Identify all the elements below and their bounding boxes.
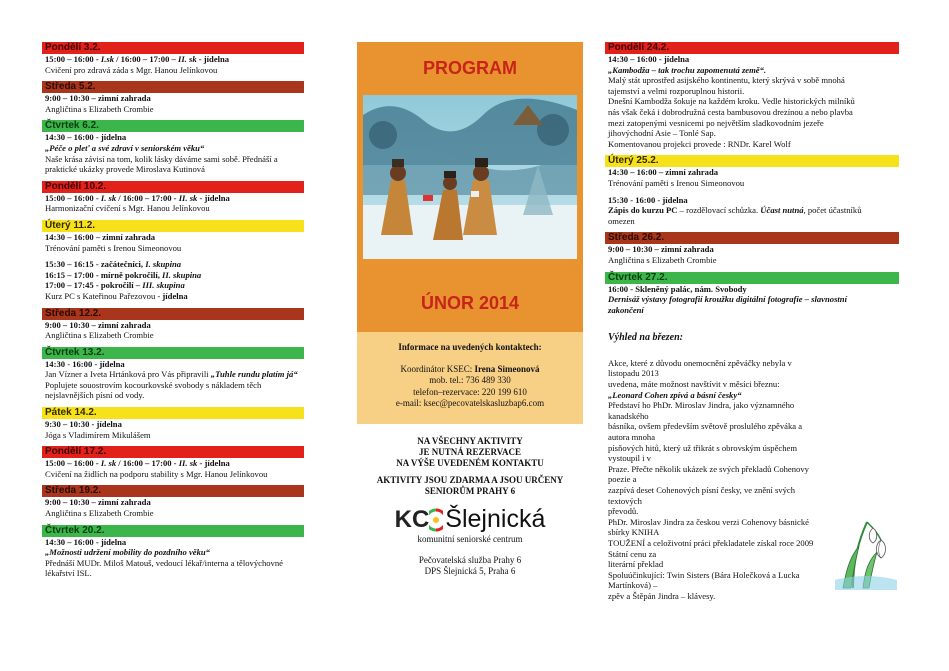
event-left-2 xyxy=(42,120,304,174)
event-day-header: Pondělí 10.2. xyxy=(42,181,304,193)
text-run: Dernisáž výstavy fotografií kroužku digitální fotografie – slavnostní xyxy=(608,294,847,305)
text-run: omezen xyxy=(608,215,635,226)
text-run: Zápis do kurzu PC xyxy=(608,205,678,216)
event-day-header: Středa 26.2. xyxy=(605,232,899,244)
notice-line: AKTIVITY JSOU ZDARMA A JSOU URČENY xyxy=(376,475,564,485)
text-run: - jídelna xyxy=(197,458,230,469)
email-label: e-mail: xyxy=(395,398,424,408)
event-line xyxy=(42,330,304,341)
event-right-2 xyxy=(605,232,899,265)
text-run: - jídelna xyxy=(196,54,230,64)
event-right-3 xyxy=(605,272,899,316)
text-run: 14:30 – 16:00 – zimní zahrada xyxy=(45,231,156,242)
event-day-header: Čtvrtek 13.2. xyxy=(42,347,304,359)
event-left-4 xyxy=(42,220,304,302)
outlook-line xyxy=(605,464,825,485)
event-line xyxy=(605,205,899,216)
event-line xyxy=(42,65,304,76)
text-run: 9:30 – 10:30 - jídelna xyxy=(45,419,122,430)
event-line xyxy=(42,547,304,558)
logo-circle-icon xyxy=(429,508,443,532)
event-line xyxy=(42,193,304,204)
logo-subtitle: komunitní seniorské centrum xyxy=(417,534,523,544)
text-run: básníka, ovšem především světově proslulého zpěváka a autora mnoha xyxy=(608,421,803,443)
text-run: - jídelna xyxy=(197,192,230,203)
event-left-6 xyxy=(42,347,304,401)
event-line xyxy=(42,143,304,154)
text-run: „Možnosti udržení mobility do pozdního věku“ xyxy=(45,547,210,558)
event-line xyxy=(42,380,304,391)
text-run: , počet účastníků xyxy=(803,205,862,216)
event-line xyxy=(605,65,899,76)
text-run: 9:00 – 10:30 – zimní zahrada xyxy=(608,244,714,255)
event-line xyxy=(42,369,304,380)
snowdrop-illustration xyxy=(833,510,899,595)
outlook-line xyxy=(605,358,825,379)
event-day-header: Úterý 11.2. xyxy=(42,220,304,232)
event-day-header: Pondělí 24.2. xyxy=(605,42,899,54)
event-line xyxy=(42,164,304,175)
notice-line: SENIORŮM PRAHY 6 xyxy=(424,486,516,496)
contact-heading: Informace na uvedených kontaktech: xyxy=(398,342,542,352)
notice-line: NA VŠECHNY AKTIVITY xyxy=(417,436,523,446)
event-line xyxy=(42,243,304,254)
event-left-0 xyxy=(42,42,304,75)
event-line xyxy=(605,54,899,65)
text-run: I. sk xyxy=(100,192,117,203)
event-day-header: Čtvrtek 6.2. xyxy=(42,120,304,132)
outlook-line xyxy=(605,517,825,538)
coordinator-name: Irena Simeonová xyxy=(474,363,540,374)
event-left-5 xyxy=(42,308,304,341)
event-line xyxy=(42,558,304,569)
text-run: 16:00 - Skleněný palác, nám. Svobody xyxy=(608,283,747,294)
mobile-phone: mob. tel.: 736 489 330 xyxy=(429,375,511,385)
text-run: TOUŽENÍ a celoživotní práci překladatele získal roce 2009 Státní cenu za xyxy=(608,537,814,559)
outlook-line xyxy=(605,421,825,442)
text-run: jihovýchodní Asie – Tonlé Sap. xyxy=(608,128,716,139)
event-line xyxy=(605,139,899,150)
coordinator-line xyxy=(357,364,583,376)
text-run: zpěv a Štěpán Jindra – klávesy. xyxy=(608,590,716,601)
text-run: Harmonizační cvičení s Mgr. Hanou Jelínkovou xyxy=(45,203,210,214)
outlook-body xyxy=(605,358,825,602)
text-run: 14:30 – 16:00 - jídelna xyxy=(608,54,690,64)
event-line xyxy=(605,216,899,227)
text-run: „Péče o pleť a své zdraví v seniorském věku“ xyxy=(45,142,205,153)
text-run: jídelna xyxy=(162,290,188,301)
text-run: Trénování paměti s Irenou Simeonovou xyxy=(608,177,745,188)
left-schedule-column xyxy=(42,42,304,585)
event-line xyxy=(42,469,304,480)
reservation-phone: telefon–rezervace: 220 199 610 xyxy=(413,386,527,397)
outlook-line xyxy=(605,506,825,517)
event-line xyxy=(42,104,304,115)
footer-line: Pečovatelská služba Prahy 6 xyxy=(418,555,522,565)
logo-kc: KC xyxy=(394,505,430,533)
event-line xyxy=(605,305,899,316)
event-line xyxy=(42,458,304,469)
text-run: 14:30 – 16:00 - jídelna xyxy=(45,536,127,547)
event-line xyxy=(605,255,899,266)
text-run: I. sk xyxy=(100,458,117,469)
text-run: mezi zatopenými vesnicemi po největším sladkovodním jezeře xyxy=(608,117,824,128)
event-left-8 xyxy=(42,446,304,479)
text-run: Praze. Přečte několik ukázek ze svých překladů Cohenovy poezie a xyxy=(608,463,809,485)
text-run: Jóga s Vladimírem Mikulášem xyxy=(45,429,151,440)
event-day-header: Čtvrtek 20.2. xyxy=(42,525,304,537)
reservation-notice xyxy=(357,436,583,469)
notice-line: NA VÝŠE UVEDENÉM KONTAKTU xyxy=(396,458,544,468)
text-run: Angličtina s Elizabeth Crombie xyxy=(608,254,717,265)
text-run: nejslavnějších písní od vody. xyxy=(45,390,145,401)
event-line xyxy=(42,537,304,548)
text-run: Přednáší MUDr. Miloš Matouš, vedoucí lékař/interna a tělovýchovné xyxy=(45,557,283,568)
email-line xyxy=(357,398,583,410)
right-schedule-column xyxy=(605,42,899,602)
event-line xyxy=(605,178,899,189)
text-run: Cvičení na židlích na podporu stability s Mgr. Hanou Jelínkovou xyxy=(45,468,268,479)
text-run: II. skupina xyxy=(162,269,202,280)
middle-column xyxy=(357,42,583,577)
program-panel xyxy=(357,42,583,332)
text-run: Spoluúčinkující: Twin Sisters (Bára Holečková a Lucka Martínková) – xyxy=(608,569,800,591)
contact-box xyxy=(357,332,583,424)
event-day-header: Pátek 14.2. xyxy=(42,407,304,419)
text-run: Jan Vízner a Iveta Hrtánková pro Vás připravili xyxy=(45,369,211,380)
event-day-header: Středa 19.2. xyxy=(42,485,304,497)
event-line xyxy=(42,390,304,401)
text-run: „Tuhle rundu platím já“ xyxy=(210,369,298,380)
text-run: 17:00 – 17:45 - pokročilí – xyxy=(45,280,143,291)
event-line xyxy=(42,203,304,214)
text-run: 16:15 – 17:00 - mírně pokročilí, xyxy=(45,269,163,280)
event-left-1 xyxy=(42,81,304,114)
text-run: Kurz PC s Kateřinou Pařezovou - xyxy=(45,290,163,301)
footer-line: DPS Šlejnická 5, Praha 6 xyxy=(424,566,516,576)
event-line xyxy=(42,132,304,143)
event-left-9 xyxy=(42,485,304,518)
text-run: nás však čeká i dobrodružná cesta bambusovou drezínou a nebo plavba xyxy=(608,106,853,117)
text-run: II. sk xyxy=(177,54,197,64)
text-run: zakončení xyxy=(608,304,644,315)
outlook-line xyxy=(605,559,825,570)
event-day-header: Pondělí 17.2. xyxy=(42,446,304,458)
text-run: I.sk xyxy=(100,54,114,64)
text-run: 9:00 – 10:30 – zimní zahrada xyxy=(45,93,151,104)
event-line xyxy=(42,154,304,165)
event-day-header: Pondělí 3.2. xyxy=(42,42,304,54)
text-run: Angličtina s Elizabeth Crombie xyxy=(45,508,154,519)
text-run: Trénování paměti s Irenou Simeonovou xyxy=(45,242,182,253)
text-run: / 16:00 – 17:00 – xyxy=(114,54,178,64)
event-left-3 xyxy=(42,181,304,214)
event-line xyxy=(605,294,899,305)
program-title: PROGRAM xyxy=(423,58,517,78)
event-right-0 xyxy=(605,42,899,149)
text-run: Představí ho PhDr. Miroslav Jindra, jako významného kanadského xyxy=(608,400,795,421)
event-line xyxy=(42,280,304,291)
outlook-line xyxy=(605,443,825,464)
text-run: II. sk xyxy=(178,192,198,203)
text-run: 15:00 – 16:00 - xyxy=(45,54,101,64)
event-line xyxy=(42,497,304,508)
text-run: tajemství a velmi rozporuplnou historii. xyxy=(608,85,745,96)
text-run: písňových hitů, který už třikrát s obrovským úspěchem vystoupil i v xyxy=(608,442,798,464)
text-run: Účast nutná xyxy=(760,205,804,216)
text-run: 9:00 – 10:30 – zimní zahrada xyxy=(45,319,151,330)
event-line xyxy=(42,430,304,441)
outlook-line xyxy=(605,390,825,401)
text-run: uvedena, máte možnost navštívit v měsíci březnu: xyxy=(608,379,780,390)
event-line xyxy=(42,54,304,65)
text-run: lékařství ISL. xyxy=(45,568,92,579)
outlook-line xyxy=(605,538,825,559)
event-day-header: Středa 12.2. xyxy=(42,308,304,320)
text-run: Akce, které z důvodu onemocnění zpěváčky nebyla v listopadu 2013 xyxy=(608,357,792,379)
text-run: Angličtina s Elizabeth Crombie xyxy=(45,103,154,114)
coordinator-label: Koordinátor KSEC: xyxy=(400,363,475,374)
month-title: ÚNOR 2014 xyxy=(420,293,520,313)
email-link[interactable]: ksec@pecovatelskasluzbap6.com xyxy=(423,398,545,408)
right-events xyxy=(605,42,899,315)
text-run: 14:30 – 16:00 – zimní zahrada xyxy=(608,167,719,178)
text-run: / 16:00 – 17:00 - xyxy=(116,458,179,469)
event-left-10 xyxy=(42,525,304,579)
event-day-header: Středa 5.2. xyxy=(42,81,304,93)
text-run: Naše krása závisí na tom, kolik lásky dáváme sami sobě. Přednáší a xyxy=(45,153,278,164)
text-run: Angličtina s Elizabeth Crombie xyxy=(45,330,154,341)
text-run: 14:30 – 16:00 - jídelna xyxy=(45,132,127,143)
event-line xyxy=(42,320,304,331)
text-run: I. skupina xyxy=(145,259,182,270)
outlook-line xyxy=(605,379,825,390)
text-run: převodů. xyxy=(608,506,639,517)
carnival-photo xyxy=(363,95,577,259)
event-line xyxy=(605,75,899,86)
event-line xyxy=(605,128,899,139)
event-line xyxy=(605,118,899,129)
text-run: – rozdělovací schůzka. xyxy=(677,205,761,216)
event-line xyxy=(605,284,899,295)
text-run: „Kambodža – tak trochu zapomenutá země“. xyxy=(608,64,767,75)
text-run: 15:30 - 16:00 - jídelna xyxy=(608,194,688,205)
event-line xyxy=(42,568,304,579)
event-day-header: Čtvrtek 27.2. xyxy=(605,272,899,284)
kc-logo xyxy=(357,505,583,534)
event-line xyxy=(42,508,304,519)
event-line xyxy=(42,259,304,270)
text-run: III. skupina xyxy=(142,280,185,291)
text-run: Dnešní Kambodža šokuje na každém kroku. Vedle historických milníků xyxy=(608,96,855,107)
event-left-7 xyxy=(42,407,304,440)
outlook-heading: Výhled na březen: xyxy=(608,332,683,344)
event-line xyxy=(605,195,899,206)
event-line xyxy=(605,244,899,255)
event-line xyxy=(42,359,304,370)
text-run: Komentovanou projekci provede : RNDr. Karel Wolf xyxy=(608,138,791,149)
event-line xyxy=(605,86,899,97)
logo-name: Šlejnická xyxy=(445,505,546,533)
text-run: 15:00 – 16:00 - xyxy=(45,458,101,469)
outlook-line xyxy=(605,591,825,602)
notice-line: JE NUTNÁ REZERVACE xyxy=(418,447,522,457)
text-run: Cvičení pro zdravá záda s Mgr. Hanou Jelínkovou xyxy=(45,64,218,75)
event-line xyxy=(605,96,899,107)
text-run: II. sk xyxy=(178,458,198,469)
event-line xyxy=(42,232,304,243)
text-run: PhDr. Miroslav Jindra za českou verzi Cohenovy básnické sbírky KNIHA xyxy=(608,516,809,538)
outlook-line xyxy=(605,485,825,506)
text-run: literární překlad xyxy=(608,559,664,570)
text-run: Poplujete souostrovím kocourkovské svobody s nákladem těch xyxy=(45,379,262,390)
event-line xyxy=(605,167,899,178)
text-run: 9:00 – 10:30 – zimní zahrada xyxy=(45,497,151,508)
address-footer xyxy=(357,555,583,577)
free-activities-notice xyxy=(357,475,583,497)
text-run: zazpívá deset Cohenových písní česky, ve znění svých textových xyxy=(608,485,796,506)
event-line xyxy=(42,93,304,104)
event-line xyxy=(42,270,304,281)
event-line xyxy=(42,419,304,430)
event-day-header: Úterý 25.2. xyxy=(605,155,899,167)
event-line xyxy=(42,291,304,302)
text-run: Malý stát uprostřed asijského kontinentu, který skrývá v sobě mnohá xyxy=(608,75,845,86)
text-run: praktické ukázky provede Miroslava Kutinová xyxy=(45,164,205,175)
outlook-line xyxy=(605,400,825,421)
text-run: „Leonard Cohen zpívá a básní česky“ xyxy=(608,389,742,400)
event-right-1 xyxy=(605,155,899,226)
text-run: 15:30 – 16:15 - začátečníci, xyxy=(45,259,146,270)
outlook-line xyxy=(605,570,825,591)
text-run: 15:00 – 16:00 - xyxy=(45,192,101,203)
text-run: 14:30 - 16:00 - jídelna xyxy=(45,358,125,369)
text-run: / 16:00 – 17:00 - xyxy=(116,192,179,203)
event-line xyxy=(605,107,899,118)
